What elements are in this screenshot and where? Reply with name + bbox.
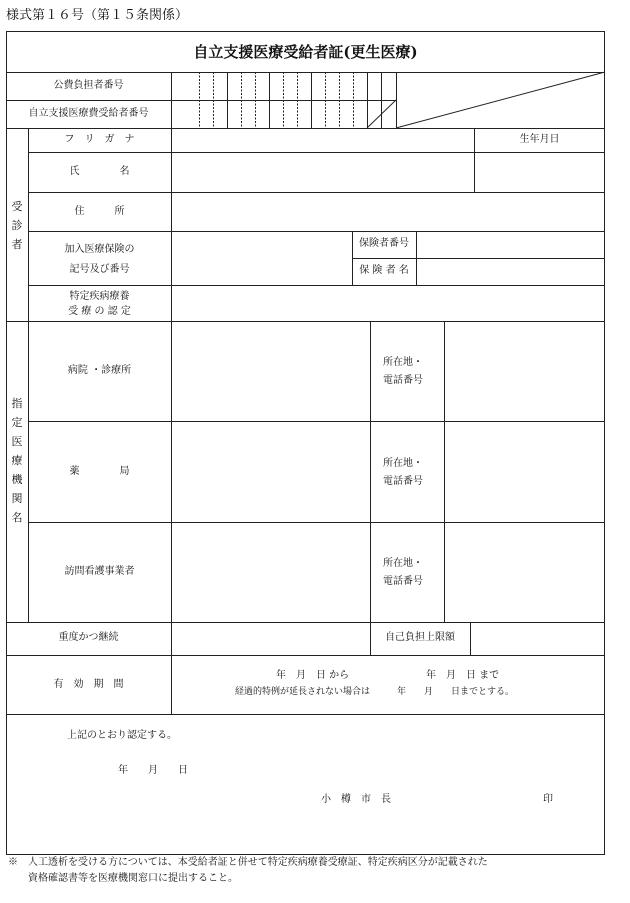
mayor-title: 小 樽 市 長: [321, 794, 391, 805]
public-payer-number-label: 公費負担者番号: [53, 80, 124, 91]
certification-statement: 上記のとおり認定する。: [67, 730, 177, 741]
name-label: 氏 名: [69, 166, 130, 177]
severe-continuing-label: 重度かつ継続: [58, 632, 119, 643]
validity-transitional-note: 経過的特例が延長されない場合は 年 月 日までとする。: [235, 687, 515, 697]
certification-date: 年 月 日: [118, 765, 188, 776]
pharmacy-location-label-line1: 所在地・: [383, 458, 423, 469]
birth-date-label: 生年月日: [519, 134, 560, 145]
furigana-label: フ リ ガ ナ: [64, 134, 135, 145]
institutions-section-label: 指 定 医 療 機 関 名: [11, 397, 23, 524]
form-number: 様式第１６号（第１５条関係）: [6, 8, 189, 23]
copay-limit-label: 自己負担上限額: [385, 632, 455, 643]
specific-disease-label-line1: 特定疾病療養: [69, 291, 130, 302]
insurance-label-line2: 記号及び番号: [69, 264, 130, 275]
pharmacy-location-label-line2: 電話番号: [383, 476, 423, 487]
nursing-label: 訪問看護事業者: [64, 566, 135, 577]
specific-disease-label-line2: 受 療 の 認 定: [68, 306, 131, 317]
insurer-number-label: 保険者番号: [359, 238, 409, 249]
footnote-line1: ※ 人工透析を受ける方については、本受給者証と併せて特定疾病療養受療証、特定疾病区分が記載された: [8, 857, 488, 868]
validity-label: 有 効 期 間: [53, 679, 124, 690]
pharmacy-label: 薬 局: [69, 466, 130, 477]
nursing-location-label-line2: 電話番号: [383, 576, 423, 587]
nursing-location-label-line1: 所在地・: [383, 558, 423, 569]
validity-until: 年 月 日 まで: [426, 670, 500, 681]
footnote-line2: 資格確認書等を医療機関窓口に提出すること。: [28, 873, 238, 884]
seal-mark: 印: [543, 794, 553, 805]
patient-section-label: 受 診 者: [11, 200, 23, 251]
validity-from: 年 月 日 から: [276, 670, 350, 681]
hospital-location-label-line1: 所在地・: [383, 357, 423, 368]
insurance-label-line1: 加入医療保険の: [64, 244, 135, 255]
hospital-label: 病院 ・診療所: [67, 365, 132, 376]
form-title: 自立支援医療受給者証(更生医療): [193, 43, 418, 61]
address-label: 住 所: [74, 206, 125, 217]
insurer-name-label: 保 険 者 名: [359, 265, 409, 276]
recipient-number-label: 自立支援医療費受給者番号: [28, 108, 149, 119]
hospital-location-label-line2: 電話番号: [383, 375, 423, 386]
